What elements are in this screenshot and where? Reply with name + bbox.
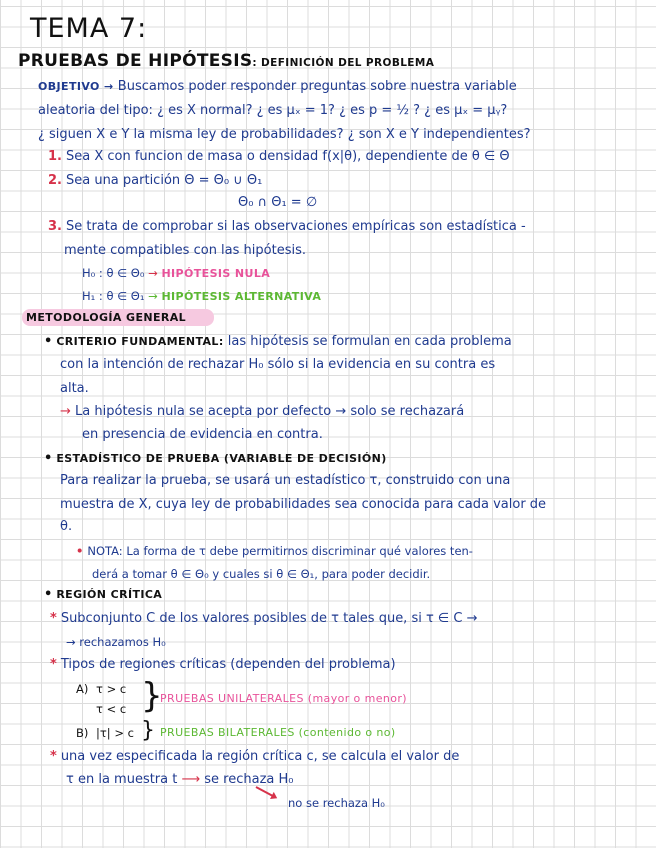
objetivo-text-1: Buscamos poder responder preguntas sobre nuestra variable [117,79,517,94]
estadistico-line-3: θ. [60,519,73,534]
region-bullet-1 [50,610,478,628]
criterio-note-2: en presencia de evidencia en contra. [82,427,323,442]
region-type-a-label: A) [76,682,89,696]
item-1-number: 1. [48,149,62,164]
bullet-icon: • [44,451,53,466]
criterio-line-3: alta. [60,381,89,396]
region-type-a-expr-2: τ < c [96,702,127,716]
brace-icon: } [141,676,163,716]
item-3-text: Se trata de comprobar si las observaciones empíricas son estadística - [65,219,526,234]
item-2-text: Sea una partición Θ = Θ₀ ∪ Θ₁ [65,173,263,188]
criterio-label: CRITERIO FUNDAMENTAL: [56,335,224,348]
region-type-b-note: PRUEBAS BILATERALES (contenido o no) [160,726,396,739]
region-b3-line-2 [66,771,294,789]
criterio-line-1 [44,333,512,351]
region-bullet-3 [50,748,459,766]
objetivo-line-3: ¿ siguen X e Y la misma ley de probabilidades? ¿ son X e Y independientes? [38,127,531,142]
star-icon: * [50,611,57,626]
bullet-icon: • [76,544,84,558]
criterio-text-1: las hipótesis se formulan en cada problema [227,334,512,349]
region-b1-text-1: Subconjunto C de los valores posibles de τ tales que, si τ ∈ C → [60,611,478,626]
page-title: TEMA 7: [30,13,148,44]
region-type-a-note: PRUEBAS UNILATERALES (mayor o menor) [160,692,407,705]
arrow-icon: ⟶ [181,772,201,787]
region-b3-text-1: una vez especificada la región crítica c, se calcula el valor de [60,749,460,764]
bullet-icon: • [44,587,53,602]
hypothesis-alt-expr: H₁ : θ ∈ Θ₁ [82,289,145,303]
criterio-line-2: con la intención de rechazar H₀ sólo si la evidencia en su contra es [60,357,496,372]
metodologia-heading: METODOLOGÍA GENERAL [26,311,187,324]
estadistico-line-1: Para realizar la prueba, se usará un estadístico τ, construido con una [60,473,511,488]
item-3 [48,218,526,236]
region-b3-text-2: τ en la muestra t [66,772,178,787]
hypothesis-null-label: HIPÓTESIS NULA [161,267,271,280]
brace-icon: } [141,718,155,743]
estadistico-nota-2: derá a tomar θ ∈ Θ₀ y cuales si θ ∈ Θ₁, para poder decidir. [92,567,431,581]
estadistico-nota-1 [76,542,473,560]
hypothesis-alt [82,287,321,306]
heading-sub: : DEFINICIÓN DEL PROBLEMA [252,57,435,69]
region-b3-yes: se rechaza H₀ [204,772,294,787]
objetivo-line-2: aleatoria del tipo: ¿ es X normal? ¿ es μₓ = 1? ¿ es p = ½ ? ¿ es μₓ = μᵧ? [38,103,508,118]
item-3-cont: mente compatibles con las hipótesis. [64,243,306,258]
region-b2-text: Tipos de regiones críticas (dependen del problema) [60,657,396,672]
criterio-note-text-1: La hipótesis nula se acepta por defecto → solo se rechazará [75,404,465,419]
item-1-text: Sea X con funcion de masa o densidad f(x|θ), dependiente de θ ∈ Θ [65,149,510,164]
star-icon: * [50,657,57,672]
objetivo-line-1 [38,78,517,96]
region-heading [44,586,162,604]
arrow-icon: → [148,266,158,280]
estadistico-nota-text-1: NOTA: La forma de τ debe permitirnos discriminar qué valores ten- [87,544,473,558]
item-3-number: 3. [48,219,62,234]
hypothesis-null-expr: H₀ : θ ∈ Θ₀ [82,266,145,280]
criterio-note-1 [60,403,464,421]
hypothesis-alt-label: HIPÓTESIS ALTERNATIVA [161,290,322,303]
objetivo-label: OBJETIVO → [38,80,114,93]
region-bullet-2 [50,656,396,674]
hypothesis-null [82,264,270,283]
estadistico-heading [44,450,387,468]
star-icon: * [50,749,57,764]
region-type-b-expr: |τ| > c [96,726,134,740]
section-heading [18,50,434,72]
heading-main: PRUEBAS DE HIPÓTESIS [18,51,253,71]
arrow-icon: → [60,404,71,419]
region-label: REGIÓN CRÍTICA [56,588,163,601]
arrow-icon: → [148,289,158,303]
item-1 [48,148,510,166]
bullet-icon: • [44,334,53,349]
region-type-a-expr-1: τ > c [96,682,127,696]
region-b3-no: no se rechaza H₀ [288,796,385,810]
region-b1-line-2: → rechazamos H₀ [66,635,166,649]
estadistico-line-2: muestra de X, cuya ley de probabilidades sea conocida para cada valor de [60,497,547,512]
region-type-b-label: B) [76,726,89,740]
item-2-number: 2. [48,173,62,188]
item-2 [48,172,262,190]
item-2-cont: Θ₀ ∩ Θ₁ = ∅ [238,195,318,210]
estadistico-label: ESTADÍSTICO DE PRUEBA (VARIABLE DE DECISIÓN) [56,452,387,465]
